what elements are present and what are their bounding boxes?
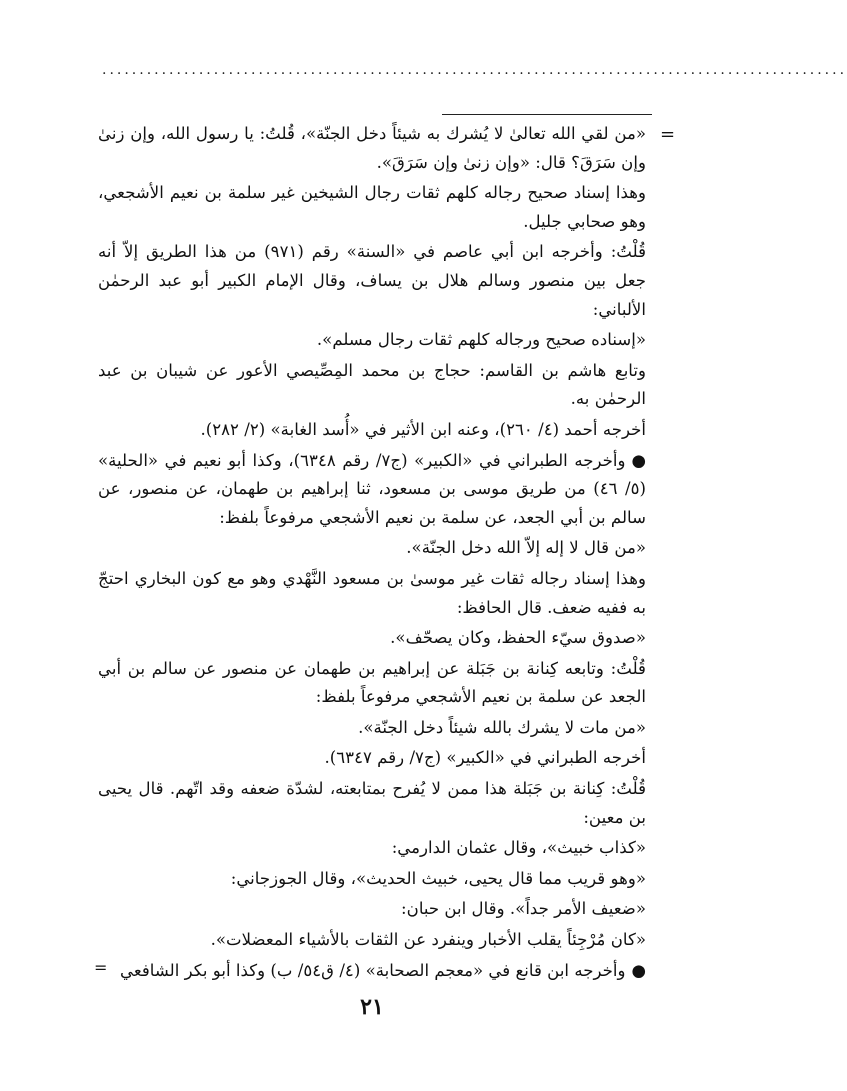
paragraph: «من مات لا يشرك بالله شيئاً دخل الجنّة». (358, 717, 646, 737)
paragraph: «وهو قريب مما قال يحيى، خبيث الحديث»، وقال الجوزجاني: (230, 868, 646, 888)
continuation-mark-end: = (94, 958, 108, 977)
paragraph: «كان مُرْجِئاً يقلب الأخبار وينفرد عن الثقات بالأشياء المعضلات». (210, 930, 646, 950)
paragraph: «من قال لا إله إلاّ الله دخل الجنّة». (406, 538, 646, 558)
continuation-mark-start: = (660, 124, 676, 145)
paragraph: قُلْتُ: وتابعه كِنانة بن جَبَلة عن إبراهيم بن طهمان عن منصور عن سالم بن أبي الجعد عن سلمة بن نعيم الأشجعي مرفوعاً بلفظ: (98, 658, 646, 707)
paragraph-text: وأخرجه ابن قانع في «معجم الصحابة» (٤/ ق٥٤/ ب) وكذا أبو بكر الشافعي (120, 960, 626, 980)
paragraph: أخرجه أحمد (٤/ ٢٦٠)، وعنه ابن الأثير في «أُسد الغابة» (٢/ ٢٨٢). (200, 419, 646, 439)
bulleted-paragraph (98, 447, 646, 533)
bulleted-paragraph (98, 957, 646, 986)
paragraph-text: وأخرجه الطبراني في «الكبير» (ج٧/ رقم ٦٣٤٨)، وكذا أبو نعيم في «الحلية» (٥/ ٤٦) من طريق موسى بن مسعود، ثنا إبراهيم بن طهمان، عن منصور، عن سالم بن أبي الجعد، عن سلمة بن نعيم الأشجعي مرفوعاً بلفظ: (98, 450, 646, 527)
header-dotted-line: .................................................................................................... (102, 62, 847, 78)
page-number: ٢١ (360, 994, 384, 1020)
paragraph: «من لقي الله تعالىٰ لا يُشرك به شيئاً دخل الجنّة»، قُلتُ: يا رسول الله، وإن زنىٰ وإن سَرَقَ؟ قال: «وإن زنىٰ وإن سَرَقَ». (98, 124, 646, 172)
paragraph: أخرجه الطبراني في «الكبير» (ج٧/ رقم ٦٣٤٧). (324, 748, 646, 768)
bullet-icon: ● (631, 960, 646, 980)
paragraph: قُلْتُ: كِنانة بن جَبَلة هذا ممن لا يُفرح بمتابعته، لشدّة ضعفه وقد اتّهم. قال يحيى بن معين: (98, 779, 646, 827)
paragraph: وتابع هاشم بن القاسم: حجاج بن محمد المِصِّيصي الأعور عن شيبان بن عبد الرحمٰن به. (98, 360, 646, 409)
paragraph: «كذاب خبيث»، وقال عثمان الدارمي: (391, 838, 646, 858)
footnote-separator-rule (442, 114, 652, 115)
paragraph: «إسناده صحيح ورجاله كلهم ثقات رجال مسلم». (316, 330, 646, 350)
paragraph: «صدوق سيّء الحفظ، وكان يصحّف». (390, 628, 646, 648)
bullet-icon: ● (631, 450, 646, 470)
paragraph: «ضعيف الأمر جداً». وقال ابن حبان: (401, 899, 646, 919)
paragraph: قُلْتُ: وأخرجه ابن أبي عاصم في «السنة» رقم (٩٧١) من هذا الطريق إلاّ أنه جعل بين منصور وسالم هلال بن يساف، وقال الإمام الكبير أبو عبد الرحمٰن الألباني: (98, 242, 647, 319)
footnote-text-block (98, 120, 646, 985)
paragraph: وهذا إسناد رجاله ثقات غير موسىٰ بن مسعود النَّهْدي وهو مع كون البخاري احتجّ به ففيه ضعف. قال الحافظ: (98, 568, 646, 617)
paragraph: وهذا إسناد صحيح رجاله كلهم ثقات رجال الشيخين غير سلمة بن نعيم الأشجعي، وهو صحابي جليل. (98, 183, 646, 231)
